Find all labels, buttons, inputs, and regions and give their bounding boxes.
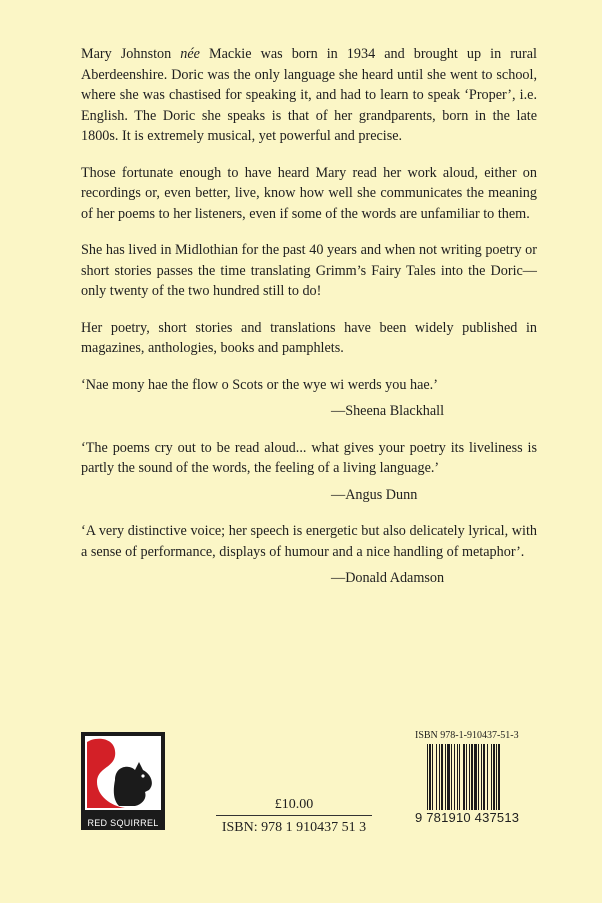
barcode <box>415 730 537 830</box>
publisher-name: RED SQUIRREL <box>87 818 159 828</box>
barcode-bars <box>425 744 535 816</box>
reading-paragraph: Those fortunate enough to have heard Mary read her work aloud, either on recordings or, even better, live, know how well she communicates the meaning of her poems to her listeners, even if some of the words are unfamiliar to them. <box>81 164 537 222</box>
barcode-isbn: ISBN 978-1-910437-51-3 <box>415 730 519 741</box>
bio-paragraph <box>81 44 537 147</box>
publication-paragraph: Her poetry, short stories and translations have been widely published in magazines, anthologies, books and pamphlets. <box>81 319 537 356</box>
quote-author-dunn: —Angus Dunn <box>331 486 418 503</box>
quote-blackhall: ‘Nae mony hae the flow o Scots or the wye wi werds you hae.’ <box>81 376 438 393</box>
price-block <box>216 796 372 837</box>
midlothian-paragraph: She has lived in Midlothian for the past 40 years and when not writing poetry or short stories passes the time translating Grimm’s Fairy Tales into the Doric—only twenty of the two hundred still to do! <box>81 242 537 299</box>
quote-dunn: ‘The poems cry out to be read aloud... what gives your poetry its liveliness is partly the sound of the words, the feeling of a living language.’ <box>81 439 537 476</box>
publisher-logo <box>81 732 165 830</box>
barcode-digits: 9 781910 437513 <box>415 810 520 825</box>
isbn-text: ISBN: 978 1 910437 51 3 <box>221 820 367 835</box>
bio-text-italic: née <box>180 46 200 62</box>
bio-text-start: Mary Johnston <box>81 46 181 62</box>
quote-author-blackhall: —Sheena Blackhall <box>331 403 445 419</box>
quote-author-adamson: —Donald Adamson <box>331 570 445 586</box>
price-divider <box>216 815 372 816</box>
red-squirrel-logo-icon <box>85 736 161 810</box>
bio-text-rest: Mackie was born in 1934 and brought up in rural Aberdeenshire. Doric was the only language she heard until she went to school, where she was chastised for speaking it, and had to learn to speak ‘Proper’, i.e. English. The Doric she speaks is that of her grandparents, born in the late 1800s. It is extremely musical, yet powerful and precise. <box>81 46 537 144</box>
price: £10.00 <box>274 797 314 812</box>
quote-adamson: ‘A very distinctive voice; her speech is energetic but also delicately lyrical, with a sense of performance, displays of humour and a nice handling of metaphor’. <box>81 523 537 560</box>
blurb <box>81 44 537 605</box>
